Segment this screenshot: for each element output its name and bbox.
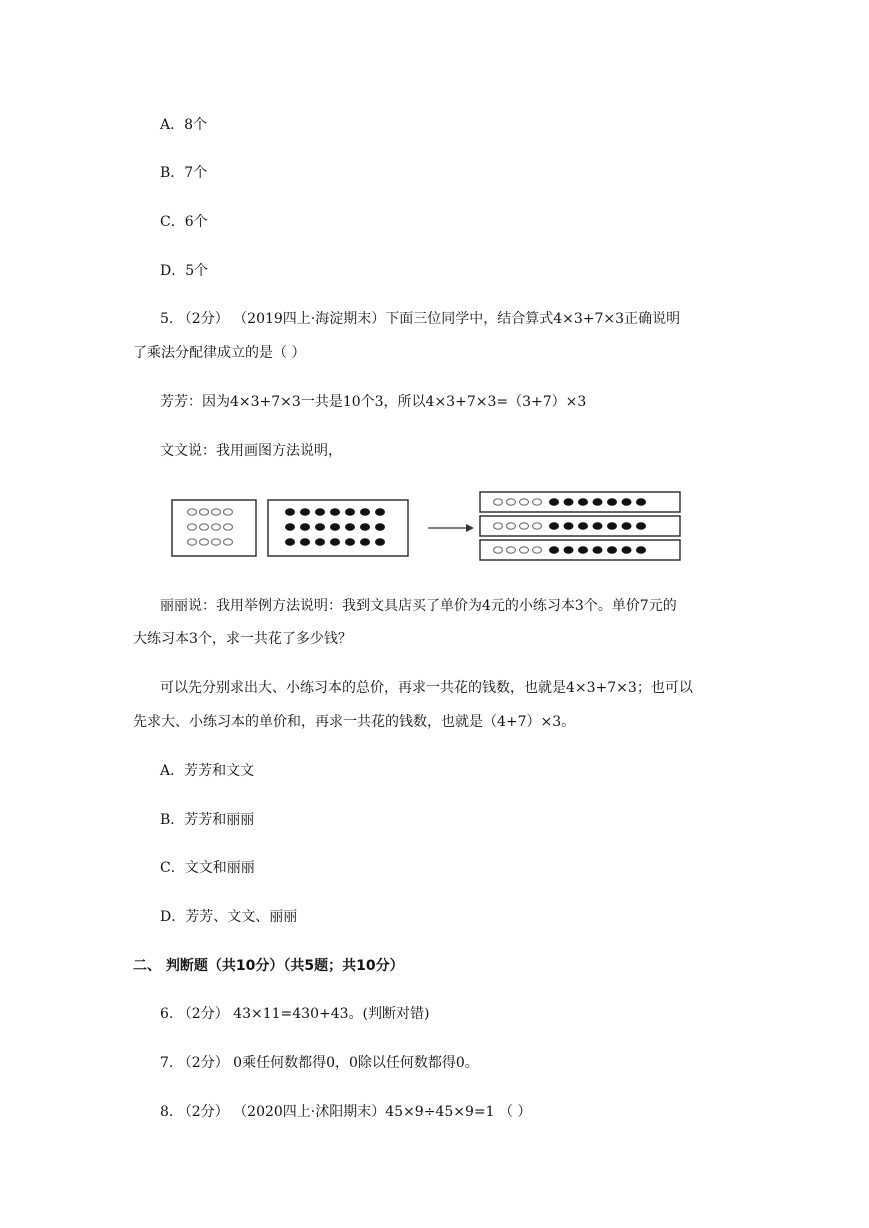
filled-dot [578, 522, 588, 530]
hollow-dot [200, 539, 209, 545]
filled-dot [622, 522, 632, 530]
hollow-dot [533, 547, 542, 553]
hollow-dot [200, 524, 209, 530]
dot-diagram [170, 488, 690, 568]
hollow-dot [507, 523, 516, 529]
q5-option-b: B．芳芳和丽丽 [160, 812, 255, 828]
hollow-dot [224, 509, 233, 515]
filled-dot [300, 538, 310, 546]
q5-wenwen: 文文说：我用画图方法说明， [160, 443, 342, 459]
filled-dot [375, 523, 385, 531]
option-c: C．6个 [160, 214, 208, 230]
filled-dot [360, 538, 370, 546]
section-title: 二、 判断题（共10分）（共5题；共10分） [133, 958, 404, 974]
filled-dot [593, 546, 603, 554]
hollow-dot [533, 523, 542, 529]
hollow-dot-box [172, 500, 256, 556]
filled-dot [375, 508, 385, 516]
filled-dot [607, 498, 617, 506]
filled-dot [360, 523, 370, 531]
filled-dot [345, 523, 355, 531]
filled-dot [330, 538, 340, 546]
filled-dot [622, 546, 632, 554]
filled-dot [360, 508, 370, 516]
q5-lili-line1: 丽丽说：我用举例方法说明：我到文具店买了单价为4元的小练习本3个。单价7元的 [160, 598, 677, 614]
q5-option-d: D．芳芳、文文、丽丽 [160, 909, 298, 925]
filled-dot [636, 498, 646, 506]
hollow-dot [533, 499, 542, 505]
filled-dot [564, 498, 574, 506]
q5-expl-line1: 可以先分别求出大、小练习本的总价，再求一共花的钱数，也就是4×3+7×3；也可以 [160, 680, 693, 696]
filled-dot [330, 523, 340, 531]
hollow-dot [520, 499, 529, 505]
q6: 6. （2分） 43×11=430+43。(判断对错) [160, 1006, 430, 1022]
filled-dot [578, 546, 588, 554]
hollow-dot [188, 524, 197, 530]
filled-dot [375, 538, 385, 546]
filled-dot [549, 498, 559, 506]
filled-dot [607, 522, 617, 530]
q8: 8. （2分） （2020四上·沭阳期末）45×9÷45×9=1 （ ） [160, 1104, 532, 1120]
filled-dot [330, 508, 340, 516]
option-a: A．8个 [160, 117, 208, 133]
filled-dot [315, 508, 325, 516]
q5-stem-line1: 5. （2分） （2019四上·海淀期末）下面三位同学中，结合算式4×3+7×3正确说明 [160, 311, 681, 327]
arrow-head [466, 524, 474, 532]
filled-dot [593, 522, 603, 530]
hollow-dot [200, 509, 209, 515]
q5-expl-line2: 先求大、小练习本的单价和，再求一共花的钱数，也就是（4+7）×3。 [133, 714, 576, 730]
filled-dot [315, 523, 325, 531]
hollow-dot [507, 499, 516, 505]
filled-dot [593, 498, 603, 506]
filled-dot [622, 498, 632, 506]
option-b: B．7个 [160, 165, 208, 181]
filled-dot [285, 538, 295, 546]
filled-dot [636, 522, 646, 530]
filled-dot [345, 538, 355, 546]
filled-dot [549, 546, 559, 554]
option-d: D．5个 [160, 263, 209, 279]
hollow-dot [188, 539, 197, 545]
hollow-dot [507, 547, 516, 553]
filled-dot [549, 522, 559, 530]
hollow-dot [494, 523, 503, 529]
hollow-dot [212, 539, 221, 545]
q5-lili-line2: 大练习本3个，求一共花了多少钱？ [133, 631, 352, 647]
filled-dot [607, 546, 617, 554]
q5-fangfang: 芳芳：因为4×3+7×3一共是10个3，所以4×3+7×3=（3+7）×3 [160, 394, 587, 410]
hollow-dot [520, 523, 529, 529]
hollow-dot [212, 509, 221, 515]
q5-option-a: A．芳芳和文文 [160, 763, 255, 779]
hollow-dot [188, 509, 197, 515]
filled-dot [578, 498, 588, 506]
filled-dot [564, 522, 574, 530]
hollow-dot [224, 524, 233, 530]
hollow-dot [212, 524, 221, 530]
q7: 7. （2分） 0乘任何数都得0，0除以任何数都得0。 [160, 1055, 479, 1071]
filled-dot [300, 508, 310, 516]
hollow-dot [224, 539, 233, 545]
filled-dot [285, 508, 295, 516]
hollow-dot [494, 547, 503, 553]
filled-dot [564, 546, 574, 554]
filled-dot [315, 538, 325, 546]
q5-option-c: C．文文和丽丽 [160, 860, 255, 876]
filled-dot [636, 546, 646, 554]
hollow-dot [520, 547, 529, 553]
q5-stem-line2: 了乘法分配律成立的是（ ） [133, 345, 306, 361]
filled-dot [285, 523, 295, 531]
filled-dot [345, 508, 355, 516]
hollow-dot [494, 499, 503, 505]
filled-dot [300, 523, 310, 531]
